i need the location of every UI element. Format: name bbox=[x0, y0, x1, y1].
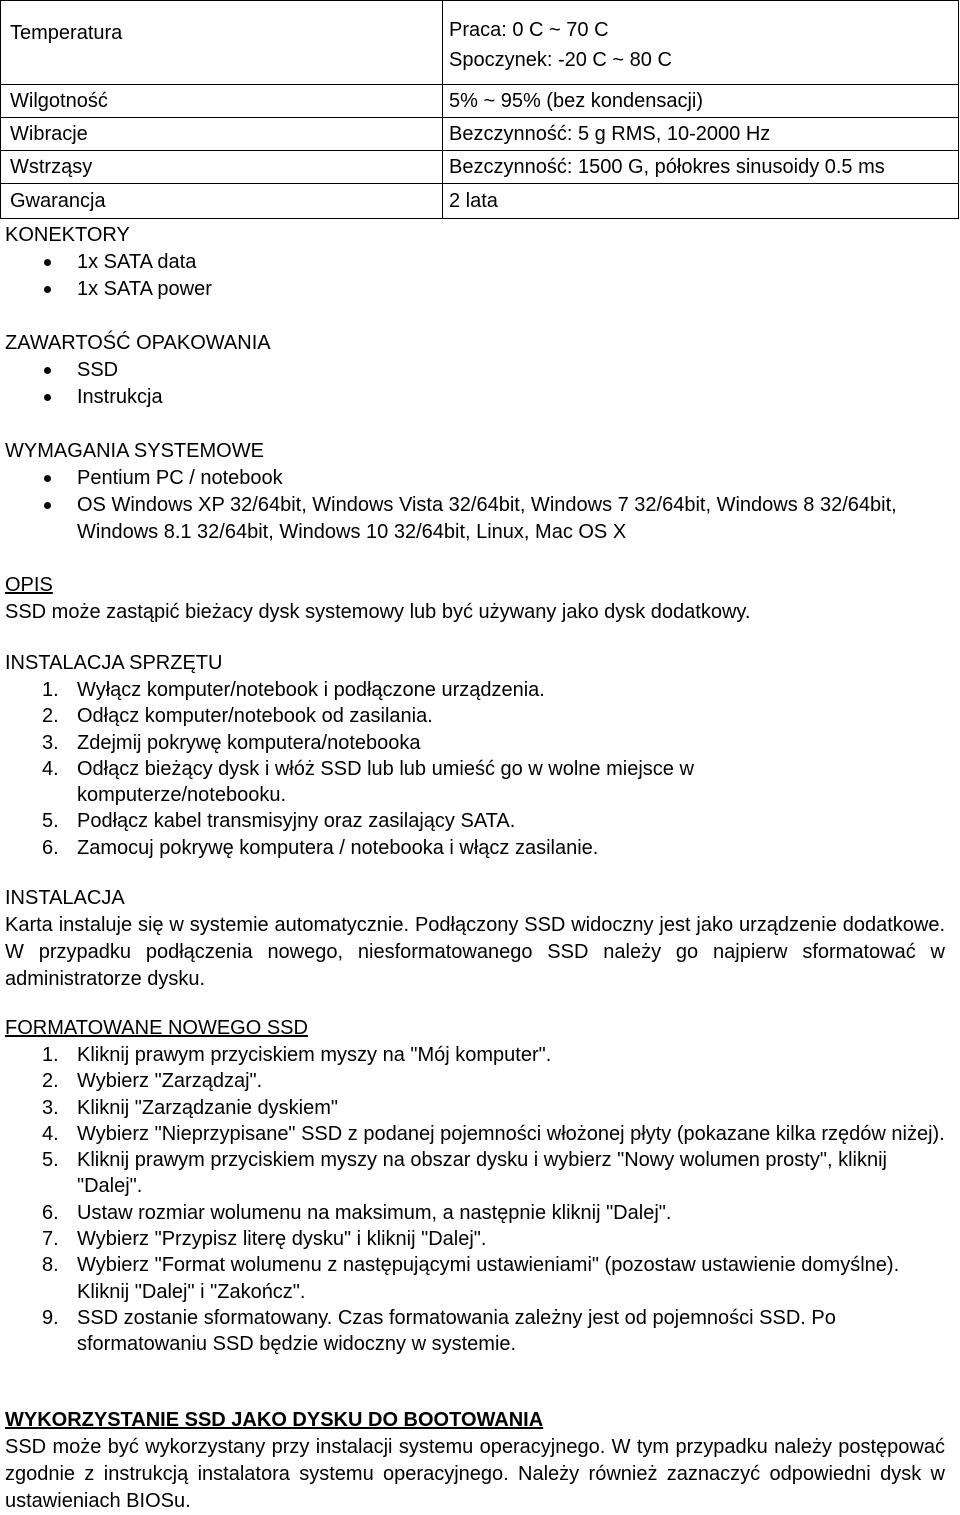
list-item-text: 1x SATA data bbox=[77, 251, 197, 273]
step-number: 5. bbox=[42, 1149, 59, 1172]
section-heading: WYMAGANIA SYSTEMOWE bbox=[5, 440, 264, 462]
bullet-icon bbox=[44, 367, 51, 374]
section-heading: WYKORZYSTANIE SSD JAKO DYSKU DO BOOTOWANIA bbox=[5, 1409, 544, 1431]
step-number: 1. bbox=[42, 679, 59, 701]
step-text: Zdejmij pokrywę komputera/notebooka bbox=[77, 731, 421, 754]
list-item bbox=[5, 677, 945, 703]
section-package-contents bbox=[5, 330, 945, 411]
bullet-icon bbox=[44, 259, 51, 266]
step-text: Odłącz komputer/notebook od zasilania. bbox=[77, 705, 433, 728]
step-text: Wyłącz komputer/notebook i podłączone urządzenia. bbox=[77, 679, 545, 701]
step-text: Kliknij prawym przyciskiem myszy na obszar dysku i wybierz "Nowy wolumen prosty", kliknij "Dalej". bbox=[77, 1149, 887, 1198]
step-text: Wybierz "Przypisz literę dysku" i kliknij "Dalej". bbox=[77, 1228, 487, 1251]
step-text: Odłącz bieżący dysk i włóż SSD lub lub umieść go w wolne miejsce w komputerze/notebooku. bbox=[77, 757, 694, 807]
list-item bbox=[5, 730, 945, 756]
step-text: Ustaw rozmiar wolumenu na maksimum, a następnie kliknij "Dalej". bbox=[77, 1201, 672, 1224]
section-system-requirements bbox=[5, 438, 945, 546]
step-number: 9. bbox=[42, 1306, 59, 1329]
bullet-icon bbox=[44, 286, 51, 293]
section-heading: ZAWARTOŚĆ OPAKOWANIA bbox=[5, 332, 271, 354]
list-item bbox=[5, 1095, 945, 1121]
list-item bbox=[5, 276, 945, 303]
list-item bbox=[5, 756, 945, 809]
description-text: SSD może zastąpić bieżacy dysk systemowy lub być używany jako dysk dodatkowy. bbox=[5, 601, 751, 623]
step-text: Wybierz "Zarządzaj". bbox=[77, 1070, 263, 1093]
step-number: 6. bbox=[42, 1201, 59, 1224]
section-hardware-installation bbox=[5, 650, 945, 861]
step-text: Kliknij "Zarządzanie dyskiem" bbox=[77, 1096, 338, 1119]
list-item bbox=[5, 1042, 945, 1068]
list-item bbox=[5, 808, 945, 834]
section-formatting bbox=[5, 1015, 945, 1358]
step-text: SSD zostanie sformatowany. Czas formatowania zależny jest od pojemności SSD. Po sformatowaniu SSD będzie widoczny w systemie. bbox=[77, 1306, 836, 1356]
section-heading: INSTALACJA SPRZĘTU bbox=[5, 652, 223, 674]
list-item bbox=[5, 1305, 945, 1358]
spec-row-temperature bbox=[1, 1, 959, 85]
list-item bbox=[5, 1121, 945, 1147]
section-heading: FORMATOWANE NOWEGO SSD bbox=[5, 1017, 308, 1039]
step-number: 1. bbox=[42, 1044, 59, 1066]
step-text: Podłącz kabel transmisyjny oraz zasilający SATA. bbox=[77, 810, 516, 833]
list-item bbox=[5, 492, 945, 546]
list-item bbox=[5, 357, 945, 384]
bullet-list bbox=[5, 465, 945, 546]
spec-value: 2 lata bbox=[443, 184, 959, 219]
spec-key: Gwarancja bbox=[1, 184, 443, 219]
spec-value-line: Spoczynek: -20 C ~ 80 C bbox=[449, 48, 672, 71]
list-item bbox=[5, 1068, 945, 1094]
spec-row-vibration bbox=[1, 118, 959, 151]
spec-value-line: Praca: 0 C ~ 70 C bbox=[449, 18, 609, 41]
step-number: 3. bbox=[42, 1096, 59, 1119]
spec-key: Wstrząsy bbox=[1, 151, 443, 184]
step-text: Wybierz "Nieprzypisane" SSD z podanej pojemności włożonej płyty (pokazane kilka rzędów niżej). bbox=[77, 1122, 945, 1145]
spec-value bbox=[443, 1, 959, 85]
list-item-text: Instrukcja bbox=[77, 386, 163, 408]
section-connectors bbox=[5, 222, 945, 303]
list-item-text: 1x SATA power bbox=[77, 278, 212, 300]
step-number: 6. bbox=[42, 836, 59, 859]
list-item-text: Pentium PC / notebook bbox=[77, 467, 283, 489]
list-item-text: SSD bbox=[77, 359, 119, 381]
numbered-list bbox=[5, 1042, 945, 1358]
bullet-list bbox=[5, 249, 945, 303]
step-text: Kliknij prawym przyciskiem myszy na "Mój komputer". bbox=[77, 1044, 552, 1066]
step-number: 2. bbox=[42, 1070, 59, 1093]
step-number: 3. bbox=[42, 731, 59, 754]
section-description bbox=[5, 572, 945, 626]
bullet-icon bbox=[44, 502, 51, 509]
spec-row-humidity bbox=[1, 85, 959, 118]
spec-value: 5% ~ 95% (bez kondensacji) bbox=[443, 85, 959, 118]
installation-text: Karta instaluje się w systemie automatycznie. Podłączony SSD widoczny jest jako urządzenie dodatkowe. W przypadku podłączenia nowego, niesformatowanego SSD należy go najpierw sformatować w administratorze dysku. bbox=[5, 914, 945, 990]
spec-row-warranty bbox=[1, 184, 959, 219]
bullet-icon bbox=[44, 475, 51, 482]
spec-key: Temperatura bbox=[1, 1, 443, 85]
step-number: 4. bbox=[42, 1122, 59, 1145]
spec-row-shock bbox=[1, 151, 959, 184]
list-item bbox=[5, 1252, 945, 1305]
list-item bbox=[5, 249, 945, 276]
boot-text: SSD może być wykorzystany przy instalacji systemu operacyjnego. W tym przypadku należy postępować zgodnie z instrukcją instalatora systemu operacyjnego. Należy również zaznaczyć odpowiedni dysk w ustawieniach BIOSu. bbox=[5, 1436, 945, 1512]
section-heading: INSTALACJA bbox=[5, 887, 125, 909]
spec-value: Bezczynność: 1500 G, półokres sinusoidy 0.5 ms bbox=[443, 151, 959, 184]
bullet-icon bbox=[44, 394, 51, 401]
step-number: 4. bbox=[42, 757, 59, 780]
section-heading: OPIS bbox=[5, 574, 53, 596]
spec-key: Wibracje bbox=[1, 118, 443, 151]
section-installation bbox=[5, 885, 945, 993]
section-boot-drive bbox=[5, 1407, 945, 1515]
spec-key: Wilgotność bbox=[1, 85, 443, 118]
step-text: Wybierz "Format wolumenu z następującymi ustawieniami" (pozostaw ustawienie domyślne). Kliknij "Dalej" i "Zakończ". bbox=[77, 1254, 900, 1303]
list-item bbox=[5, 1226, 945, 1252]
list-item bbox=[5, 465, 945, 492]
list-item bbox=[5, 835, 945, 861]
list-item bbox=[5, 1147, 945, 1200]
spec-table bbox=[0, 0, 959, 219]
bullet-list bbox=[5, 357, 945, 411]
list-item bbox=[5, 703, 945, 729]
list-item bbox=[5, 384, 945, 411]
step-number: 5. bbox=[42, 810, 59, 833]
section-heading: KONEKTORY bbox=[5, 224, 130, 246]
list-item bbox=[5, 1200, 945, 1226]
step-text: Zamocuj pokrywę komputera / notebooka i włącz zasilanie. bbox=[77, 836, 599, 859]
numbered-list bbox=[5, 677, 945, 861]
list-item-text: OS Windows XP 32/64bit, Windows Vista 32/64bit, Windows 7 32/64bit, Windows 8 32/64bit, Windows 8.1 32/64bit, Windows 10 32/64bit, Linux, Mac OS X bbox=[77, 494, 897, 543]
step-number: 8. bbox=[42, 1254, 59, 1277]
spec-value: Bezczynność: 5 g RMS, 10-2000 Hz bbox=[443, 118, 959, 151]
step-number: 2. bbox=[42, 705, 59, 728]
step-number: 7. bbox=[42, 1228, 59, 1251]
